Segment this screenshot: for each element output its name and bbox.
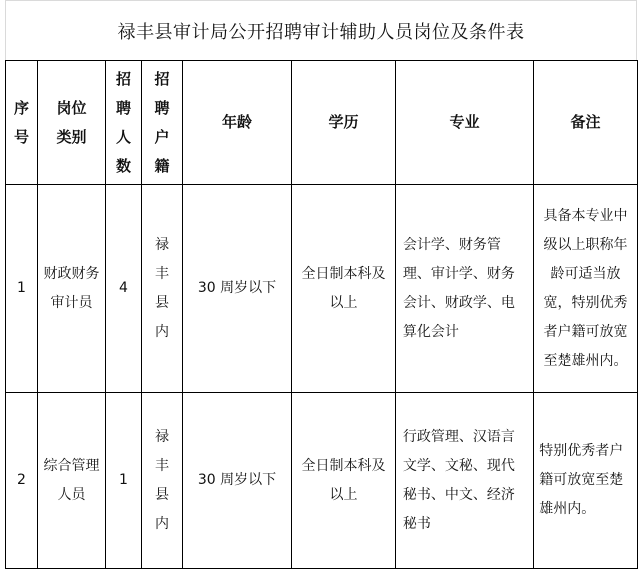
cell-age: 30 周岁以下: [183, 185, 292, 393]
table-title: 禄丰县审计局公开招聘审计辅助人员岗位及条件表: [5, 0, 637, 60]
cell-major: 行政管理、汉语言文学、文秘、现代秘书、中文、经济秘书: [396, 393, 534, 569]
cell-age: 30 周岁以下: [183, 393, 292, 569]
cell-education: 全日制本科及以上: [292, 185, 396, 393]
header-row: [6, 61, 638, 185]
cell-household: 禄丰县内: [142, 393, 183, 569]
cell-remark: 具备本专业中级以上职称年龄可适当放宽，特别优秀者户籍可放宽至楚雄州内。: [534, 185, 638, 393]
cell-seq: 2: [6, 393, 38, 569]
header-household: 招聘户籍: [142, 61, 183, 185]
cell-count: 1: [106, 393, 142, 569]
header-age: 年龄: [183, 61, 292, 185]
header-education: 学历: [292, 61, 396, 185]
header-count: 招聘人数: [106, 61, 142, 185]
table-row: [6, 185, 638, 393]
header-seq: 序号: [6, 61, 38, 185]
cell-major: 会计学、财务管理、审计学、财务会计、财政学、电算化会计: [396, 185, 534, 393]
cell-seq: 1: [6, 185, 38, 393]
header-position: 岗位类别: [38, 61, 106, 185]
cell-remark: 特别优秀者户籍可放宽至楚雄州内。: [534, 393, 638, 569]
cell-education: 全日制本科及以上: [292, 393, 396, 569]
cell-position: 综合管理人员: [38, 393, 106, 569]
table-row: [6, 393, 638, 569]
header-major: 专业: [396, 61, 534, 185]
cell-household: 禄丰县内: [142, 185, 183, 393]
positions-table: [5, 60, 638, 569]
cell-position: 财政财务审计员: [38, 185, 106, 393]
header-remark: 备注: [534, 61, 638, 185]
cell-count: 4: [106, 185, 142, 393]
